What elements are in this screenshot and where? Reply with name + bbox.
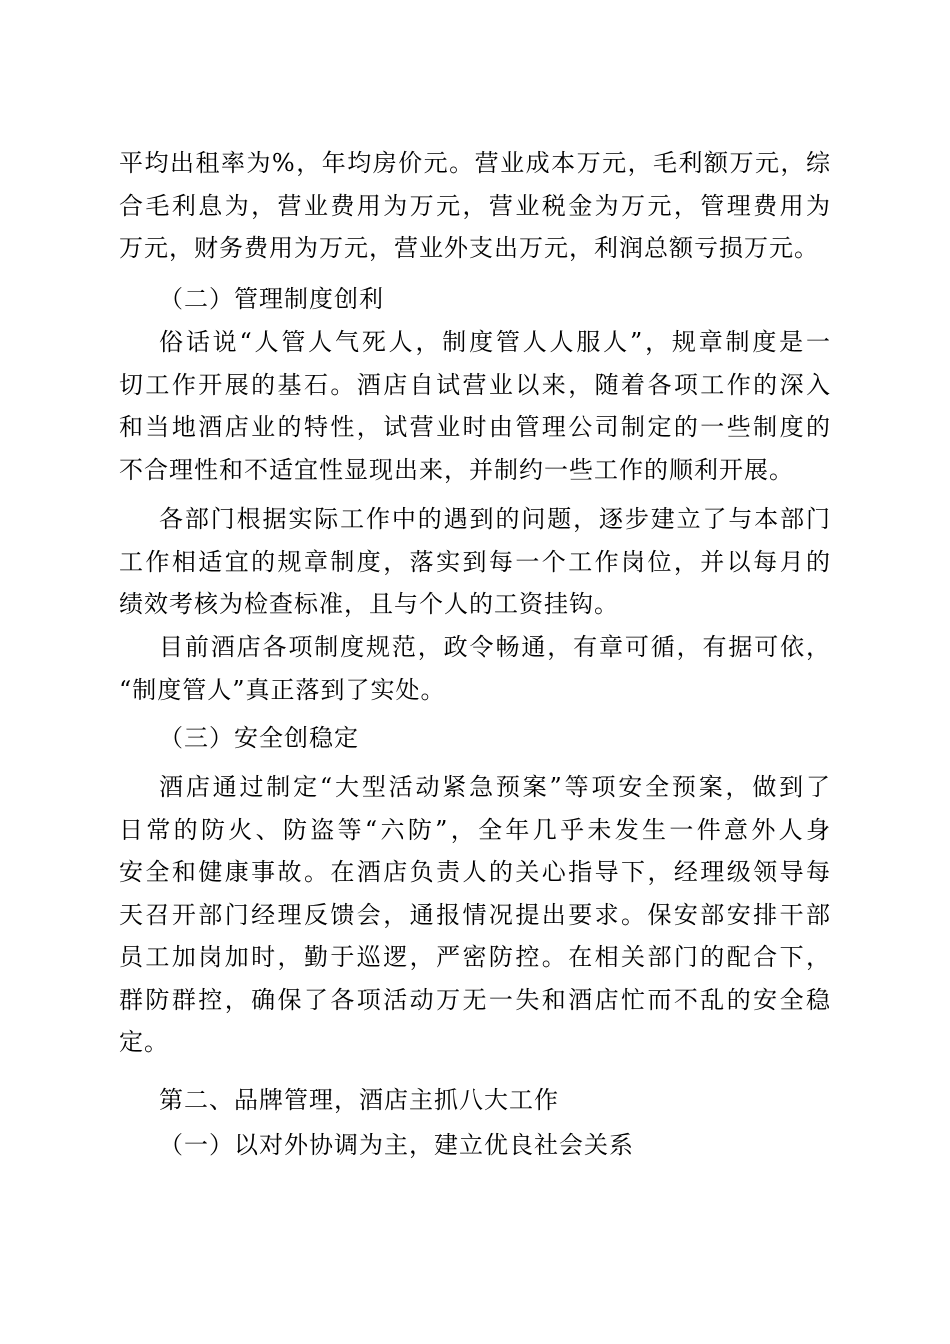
heading-safety [119,717,831,760]
section-heading: （二）管理制度创利 [159,285,384,313]
text-line: 酒店通过制定“大型活动紧急预案”等项安全预案，做到了 [159,773,831,801]
text-line: 安全和健康事故。在酒店负责人的关心指导下，经理级领导每 [119,858,831,886]
section-heading: 第二、品牌管理，酒店主抓八大工作 [159,1086,559,1114]
text-line: 定。 [119,1028,169,1056]
section-heading: （三）安全创稳定 [159,724,359,752]
text-line: 万元，财务费用为万元，营业外支出万元，利润总额亏损万元。 [119,234,819,262]
text-line: 工作相适宜的规章制度，落实到每一个工作岗位，并以每月的 [119,547,831,576]
text-line: 员工加岗加时，勤于巡逻，严密防控。在相关部门的配合下， [119,943,831,971]
paragraph-safety [119,766,831,1064]
heading-brand-management [119,1079,831,1122]
text-line: 各部门根据实际工作中的遇到的问题，逐步建立了与本部门 [159,505,831,533]
text-line: 目前酒店各项制度规范，政令畅通，有章可循，有据可依， [159,633,831,661]
text-line: 天召开部门经理反馈会，通报情况提出要求。保安部安排干部 [119,900,831,929]
heading-external-coordination [119,1124,831,1167]
paragraph-management-1 [119,321,831,491]
section-heading: （一）以对外协调为主，建立优良社会关系 [159,1131,634,1159]
text-line: 日常的防火、防盗等“六防”，全年几乎未发生一件意外人身 [119,815,831,844]
text-line: “制度管人”真正落到了实处。 [119,675,446,704]
text-line: 平均出租率为%，年均房价元。营业成本万元，毛利额万元，综 [119,149,831,177]
text-line: 群防群控，确保了各项活动万无一失和酒店忙而不乱的安全稳 [119,985,831,1014]
heading-management-system [119,278,831,321]
text-line: 绩效考核为检查标准，且与个人的工资挂钩。 [119,590,619,618]
paragraph-management-2 [119,498,831,626]
text-line: 不合理性和不适宜性显现出来，并制约一些工作的顺利开展。 [119,455,794,484]
text-line: 和当地酒店业的特性，试营业时由管理公司制定的一些制度的 [119,413,831,441]
paragraph-management-3 [119,626,831,711]
text-line: 俗话说“人管人气死人，制度管人人服人”，规章制度是一 [159,328,831,356]
text-line: 合毛利息为，营业费用为万元，营业税金为万元，管理费用为 [119,191,831,220]
paragraph-financial-summary [119,142,831,270]
text-line: 切工作开展的基石。酒店自试营业以来，随着各项工作的深入 [119,370,831,399]
